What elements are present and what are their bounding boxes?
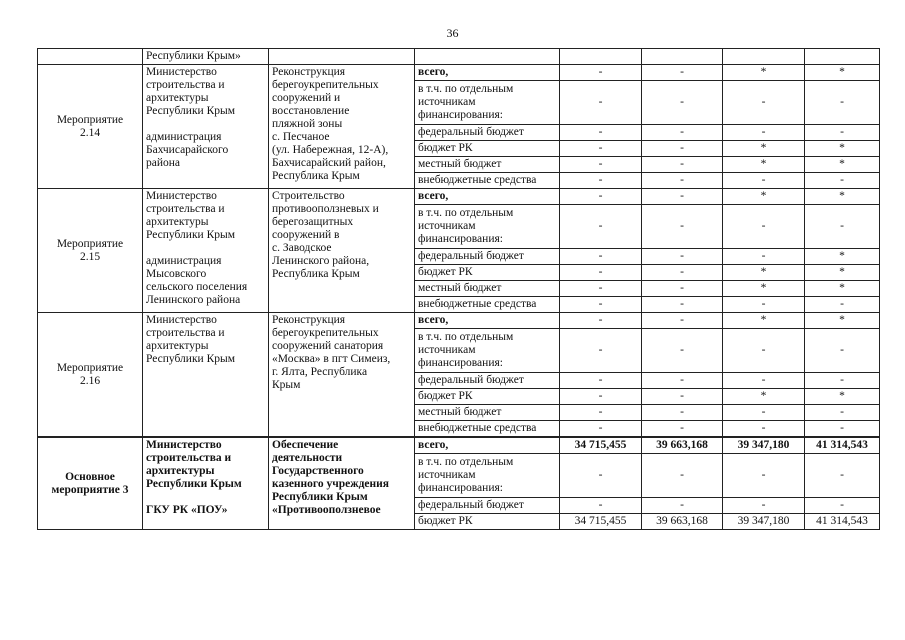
funding-source-label: бюджет РК	[415, 265, 560, 281]
value-cell: -	[642, 405, 723, 421]
m3-measure-name: Основное мероприятие 3	[38, 437, 143, 530]
value-cell: -	[560, 329, 642, 373]
value-cell: -	[805, 329, 880, 373]
value-cell: -	[805, 373, 880, 389]
m216-title: Реконструкция берегоукрепительных сооружений санатория «Москва» в пгт Симеиз, г. Ялта, Республика Крым	[269, 313, 415, 438]
m216-row-total	[38, 313, 880, 329]
value-cell: *	[805, 189, 880, 205]
m216-measure-name: Мероприятие 2.16	[38, 313, 143, 438]
funding-source-label: местный бюджет	[415, 157, 560, 173]
value-cell: -	[642, 205, 723, 249]
m214-row-total	[38, 65, 880, 81]
value-cell: -	[805, 421, 880, 438]
value-cell: -	[642, 265, 723, 281]
value-cell: -	[560, 313, 642, 329]
funding-source-label: внебюджетные средства	[415, 173, 560, 189]
value-cell: -	[642, 249, 723, 265]
m215-title: Строительство противооползневых и берегозащитных сооружений в с. Заводское Ленинского района, Республика Крым	[269, 189, 415, 313]
value-cell: -	[642, 189, 723, 205]
value-cell: -	[723, 373, 805, 389]
value-cell: 39 347,180	[723, 514, 805, 530]
value-cell: *	[723, 281, 805, 297]
value-cell: *	[723, 189, 805, 205]
value-cell: *	[805, 265, 880, 281]
value-cell: -	[642, 454, 723, 498]
value-cell: -	[642, 421, 723, 438]
m215-executor: Министерство строительства и архитектуры Республики Крым администрация Мысовского сельского поселения Ленинского района	[143, 189, 269, 313]
m214-title: Реконструкция берегоукрепительных сооружений и восстановление пляжной зоны с. Песчаное (ул. Набережная, 12-А), Бахчисарайский район, Республика Крым	[269, 65, 415, 189]
value-cell: -	[642, 313, 723, 329]
value-cell: -	[723, 249, 805, 265]
value-cell: -	[723, 405, 805, 421]
funding-source-label: федеральный бюджет	[415, 125, 560, 141]
m216-executor: Министерство строительства и архитектуры Республики Крым	[143, 313, 269, 438]
value-cell: -	[723, 329, 805, 373]
funding-source-label: всего,	[415, 437, 560, 454]
value-cell: *	[805, 281, 880, 297]
funding-source-label: бюджет РК	[415, 141, 560, 157]
value-cell: -	[560, 157, 642, 173]
value-cell: -	[560, 81, 642, 125]
value-cell: -	[642, 65, 723, 81]
funding-source-label: в т.ч. по отдельным источникам финансирования:	[415, 454, 560, 498]
value-cell: -	[805, 498, 880, 514]
value-cell: 39 663,168	[642, 514, 723, 530]
value-cell: -	[805, 405, 880, 421]
value-cell: 39 347,180	[723, 437, 805, 454]
m215-row-total	[38, 189, 880, 205]
value-cell: -	[642, 125, 723, 141]
value-cell: *	[723, 313, 805, 329]
m214-measure-name: Мероприятие 2.14	[38, 65, 143, 189]
value-cell: -	[642, 329, 723, 373]
value-cell: -	[642, 297, 723, 313]
value-cell: -	[642, 281, 723, 297]
value-cell: *	[805, 249, 880, 265]
value-cell: -	[642, 157, 723, 173]
value-cell: *	[805, 157, 880, 173]
value-cell: -	[805, 454, 880, 498]
executor-continuation: Республики Крым»	[143, 49, 269, 65]
value-cell: -	[805, 205, 880, 249]
value-cell: -	[642, 81, 723, 125]
value-cell: -	[560, 421, 642, 438]
continuation-row	[38, 49, 880, 65]
value-cell: -	[560, 173, 642, 189]
value-cell: -	[723, 125, 805, 141]
m3-title: Обеспечение деятельности Государственного казенного учреждения Республики Крым «Противооползневое	[269, 437, 415, 530]
value-cell: 41 314,543	[805, 437, 880, 454]
value-cell: -	[560, 373, 642, 389]
funding-source-label: в т.ч. по отдельным источникам финансирования:	[415, 329, 560, 373]
value-cell: -	[560, 189, 642, 205]
value-cell: -	[560, 498, 642, 514]
funding-source-label: местный бюджет	[415, 405, 560, 421]
value-cell: -	[723, 454, 805, 498]
value-cell: *	[805, 313, 880, 329]
value-cell: -	[723, 205, 805, 249]
m3-executor: Министерство строительства и архитектуры Республики Крым ГКУ РК «ПОУ»	[143, 437, 269, 530]
funding-source-label: федеральный бюджет	[415, 498, 560, 514]
m215-measure-name: Мероприятие 2.15	[38, 189, 143, 313]
value-cell: -	[805, 81, 880, 125]
value-cell: -	[560, 405, 642, 421]
value-cell: -	[723, 297, 805, 313]
value-cell: -	[642, 389, 723, 405]
funding-source-label: в т.ч. по отдельным источникам финансирования:	[415, 205, 560, 249]
value-cell: -	[560, 249, 642, 265]
value-cell: 41 314,543	[805, 514, 880, 530]
funding-source-label: бюджет РК	[415, 389, 560, 405]
funding-source-label: в т.ч. по отдельным источникам финансирования:	[415, 81, 560, 125]
value-cell: -	[723, 498, 805, 514]
funding-source-label: бюджет РК	[415, 514, 560, 530]
value-cell: -	[642, 373, 723, 389]
value-cell: *	[805, 389, 880, 405]
funding-source-label: всего,	[415, 65, 560, 81]
value-cell: -	[642, 141, 723, 157]
funding-source-label: федеральный бюджет	[415, 249, 560, 265]
value-cell: *	[805, 65, 880, 81]
value-cell: -	[560, 297, 642, 313]
value-cell: -	[560, 281, 642, 297]
value-cell: -	[560, 454, 642, 498]
funding-source-label: всего,	[415, 189, 560, 205]
value-cell: *	[723, 65, 805, 81]
value-cell: 39 663,168	[642, 437, 723, 454]
value-cell: 34 715,455	[560, 437, 642, 454]
funding-source-label: федеральный бюджет	[415, 373, 560, 389]
value-cell: *	[723, 389, 805, 405]
funding-source-label: внебюджетные средства	[415, 297, 560, 313]
value-cell: -	[805, 125, 880, 141]
value-cell: -	[723, 173, 805, 189]
value-cell: -	[560, 205, 642, 249]
page-number: 36	[446, 26, 459, 40]
value-cell: -	[805, 173, 880, 189]
value-cell: -	[642, 173, 723, 189]
value-cell: -	[560, 265, 642, 281]
value-cell: 34 715,455	[560, 514, 642, 530]
funding-source-label: внебюджетные средства	[415, 421, 560, 438]
value-cell: *	[723, 141, 805, 157]
value-cell: -	[560, 389, 642, 405]
value-cell: -	[723, 81, 805, 125]
m3-row-total	[38, 437, 880, 454]
value-cell: *	[723, 157, 805, 173]
value-cell: -	[642, 498, 723, 514]
funding-source-label: местный бюджет	[415, 281, 560, 297]
m214-executor: Министерство строительства и архитектуры Республики Крым администрация Бахчисарайского района	[143, 65, 269, 189]
value-cell: -	[723, 421, 805, 438]
value-cell: -	[560, 125, 642, 141]
value-cell: -	[560, 141, 642, 157]
budget-table	[37, 48, 880, 530]
value-cell: -	[805, 297, 880, 313]
value-cell: -	[560, 65, 642, 81]
value-cell: *	[805, 141, 880, 157]
funding-source-label: всего,	[415, 313, 560, 329]
value-cell: *	[723, 265, 805, 281]
